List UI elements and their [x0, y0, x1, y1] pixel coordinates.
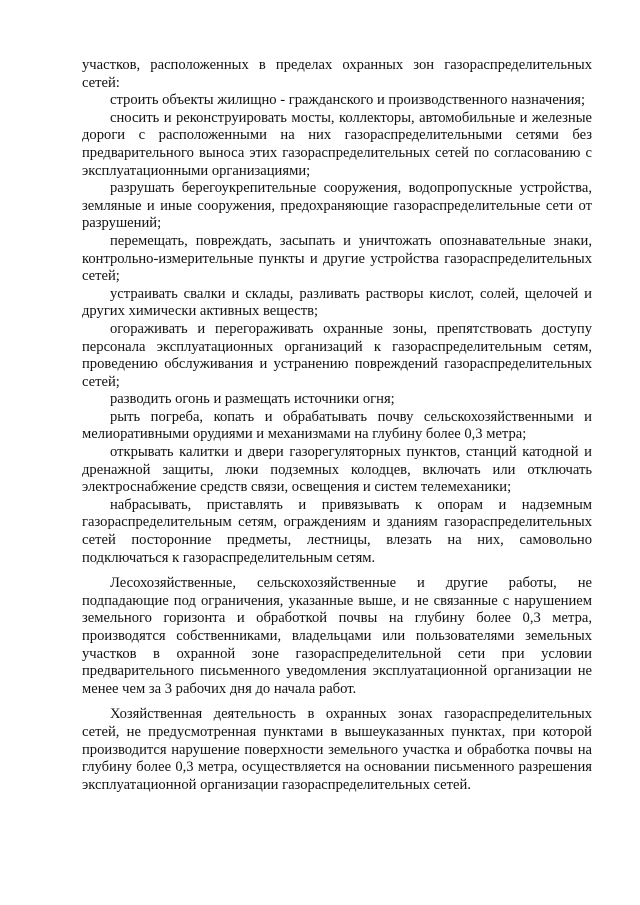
paragraph-item-open-doors: открывать калитки и двери газорегуляторных пунктов, станций катодной и дренажной защиты, люки подземных колодцев, включать или отключать электроснабжение средств связи, освещения и систем телемеханики; [82, 444, 592, 496]
paragraph-item-move-signs: перемещать, повреждать, засыпать и уничтожать опознавательные знаки, контрольно-измерительные пункты и другие устройства газораспределительных сетей; [82, 232, 592, 285]
paragraph-item-dumps: устраивать свалки и склады, разливать растворы кислот, солей, щелочей и других химически активных веществ; [82, 285, 592, 320]
paragraph-item-destroy-structures: разрушать берегоукрепительные сооружения, водопропускные устройства, земляные и иные сооружения, предохраняющие газораспределительные сети от разрушений; [82, 180, 592, 232]
document-page [82, 57, 592, 794]
paragraph-item-attach-objects: набрасывать, приставлять и привязывать к опорам и надземным газораспределительным сетям, ограждениям и зданиям газораспределительных сетей посторонние предметы, лестницы, влезать на них, самовольно подключаться к газораспределительным сетям. [82, 496, 592, 566]
paragraph-permitted-works: Лесохозяйственные, сельскохозяйственные и другие работы, не подпадающие под ограничения, указанные выше, и не связанные с нарушением земельного горизонта и обработкой почвы на глубину более 0,3 метра, производятся собственниками, владельцами или пользователями земельных участков в охранной зоне газораспределительной сети при условии предварительного письменного уведомления эксплуатационной организации не менее чем за 3 рабочих дня до начала работ. [82, 575, 592, 697]
paragraph-item-demolish: сносить и реконструировать мосты, коллекторы, автомобильные и железные дороги с расположенными на них газораспределительными сетями без предварительного выноса этих газораспределительных сетей по согласованию с эксплуатационными организациями; [82, 109, 592, 179]
paragraph-item-build: строить объекты жилищно - гражданского и производственного назначения; [110, 92, 586, 109]
paragraph-item-fence: огораживать и перегораживать охранные зоны, препятствовать доступу персонала эксплуатационных организаций к газораспределительным сетям, проведению обслуживания и устранению повреждений газораспределительных сетей; [82, 320, 592, 390]
paragraph-item-dig: рыть погреба, копать и обрабатывать почву сельскохозяйственными и мелиоративными орудиями и механизмами на глубину более 0,3 метра; [82, 408, 592, 443]
paragraph-intro: участков, расположенных в пределах охранных зон газораспределительных сетей: [82, 57, 592, 91]
paragraph-economic-activity: Хозяйственная деятельность в охранных зонах газораспределительных сетей, не предусмотренная пунктами в вышеуказанных пунктах, при которой производится нарушение поверхности земельного участка и обработка почвы на глубину более 0,3 метра, осуществляется на основании письменного разрешения эксплуатационной организации газораспределительных сетей. [82, 706, 592, 793]
paragraph-item-fire: разводить огонь и размещать источники огня; [110, 391, 395, 408]
